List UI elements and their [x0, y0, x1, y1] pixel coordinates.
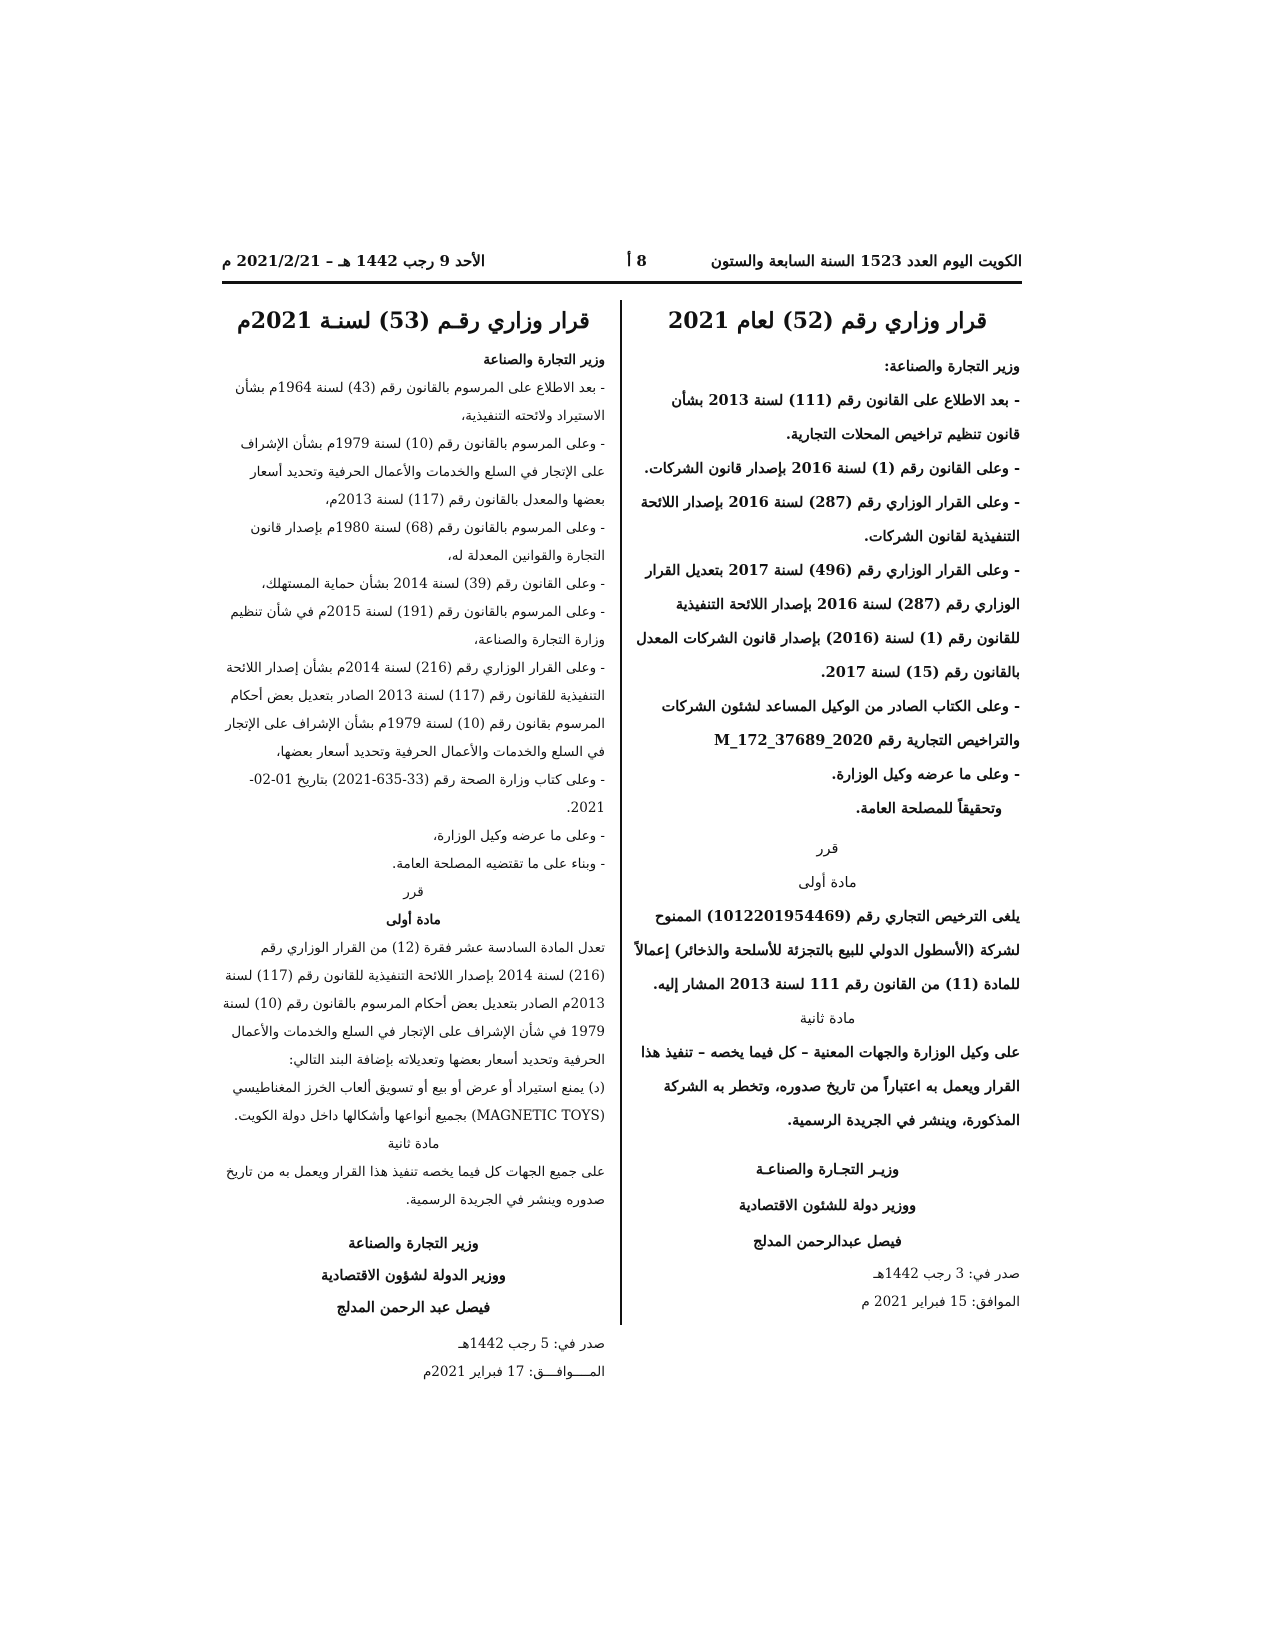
- column-divider: [620, 300, 622, 1325]
- signature-title: ووزير دولة للشئون الاقتصادية: [738, 1197, 917, 1214]
- recital: - وعلى الكتاب الصادر من الوكيل المساعد لشئون الشركات والتراخيص التجارية رقم M_172_37689_2020: [661, 698, 1020, 749]
- recital: - وعلى القانون رقم (39) لسنة 2014 بشأن حماية المستهلك،: [261, 576, 605, 592]
- article-1-text: يلغى الترخيص التجاري رقم (1012201954469) الممنوح لشركة (الأسطول الدولي للبيع بالتجزئة للأسلحة والذخائر) إعمالاً للمادة (11) من القانون رقم 111 لسنة 2013 المشار إليه.: [635, 908, 1020, 993]
- signature-title: وزير التجارة والصناعة: [348, 1235, 479, 1252]
- header-date: الأحد 9 رجب 1442 هـ – 2021/2/21 م: [222, 252, 486, 270]
- article-2-text: على وكيل الوزارة والجهات المعنية – كل فيما يخصه – تنفيذ هذا القرار ويعمل به اعتباراً من تاريخ صدوره، وتخطر به الشركة المذكورة، وينشر في الجريدة الرسمية.: [640, 1044, 1020, 1129]
- decision-52-dates: [635, 1260, 1020, 1316]
- decision-53-issuer: وزير التجارة والصناعة: [483, 352, 605, 368]
- article-2-text: على جميع الجهات كل فيما يخصه تنفيذ هذا القرار ويعمل به من تاريخ صدوره وينشر في الجريدة الرسمية.: [225, 1164, 605, 1208]
- article-2-title: مادة ثانية: [387, 1136, 440, 1152]
- recital: - وعلى المرسوم بالقانون رقم (10) لسنة 1979م بشأن الإشراف على الإتجار في السلع والخدمات والأعمال الحرفية وتحديد أسعار بعضها والمعدل بالقانون رقم (117) لسنة 2013م،: [240, 436, 605, 508]
- decision-52-issuer: وزير التجارة والصناعة:: [884, 358, 1020, 375]
- issued-date: صدر في: 3 رجب 1442هـ: [873, 1266, 1020, 1282]
- article-1-title: مادة أولى: [798, 875, 857, 891]
- article-1-title: مادة أولى: [386, 912, 441, 928]
- signatory-name: فيصل عبد الرحمن المدلج: [336, 1299, 491, 1316]
- decision-53: [222, 302, 605, 1386]
- decided-heading: قرر: [403, 884, 424, 900]
- recital: - وعلى القانون رقم (1) لسنة 2016 بإصدار قانون الشركات.: [644, 460, 1020, 477]
- decision-52-title: قرار وزاري رقم (52) لعام 2021: [668, 308, 987, 334]
- page-header: [222, 252, 1022, 280]
- page-number: 8 أ: [627, 252, 647, 270]
- signature-title: وزيـر التجـارة والصناعـة: [755, 1161, 900, 1178]
- recital: - وعلى ما عرضه وكيل الوزارة،: [432, 828, 605, 844]
- gazette-issue: الكويت اليوم العدد 1523 السنة السابعة والستون: [710, 252, 1022, 270]
- recital: - وعلى القرار الوزاري رقم (216) لسنة 2014م بشأن إصدار اللائحة التنفيذية للقانون رقم (117) لسنة 2013 الصادر بتعديل بعض أحكام المرسوم بقانون رقم (10) لسنة 1979م بشأن الإشراف على الإتجار في السلع والخدمات والأعمال الحرفية وتحديد أسعار بعضها،: [225, 660, 605, 760]
- issued-date: صدر في: 5 رجب 1442هـ: [458, 1336, 605, 1352]
- recital: - وعلى المرسوم بالقانون رقم (68) لسنة 1980م بإصدار قانون التجارة والقوانين المعدلة له،: [250, 520, 605, 564]
- corresponding-date: المــــوافـــق: 17 فبراير 2021م: [422, 1364, 605, 1380]
- recital: - بعد الاطلاع على القانون رقم (111) لسنة 2013 بشأن قانون تنظيم تراخيص المحلات التجارية.: [671, 392, 1020, 443]
- recital: وتحقيقاً للمصلحة العامة.: [855, 800, 1002, 817]
- recital: - وعلى القرار الوزاري رقم (287) لسنة 2016 بإصدار اللائحة التنفيذية لقانون الشركات.: [640, 494, 1020, 545]
- corresponding-date: الموافق: 15 فبراير 2021 م: [861, 1294, 1020, 1310]
- decided-heading: قرر: [816, 841, 839, 857]
- decision-52: [635, 302, 1020, 1316]
- recital: - وعلى القرار الوزاري رقم (496) لسنة 2017 بتعديل القرار الوزاري رقم (287) لسنة 2016 بإصدار اللائحة التنفيذية للقانون رقم (1) لسنة (2016) بإصدار قانون الشركات المعدل بالقانون رقم (15) لسنة 2017.: [636, 562, 1020, 681]
- recital: - بعد الاطلاع على المرسوم بالقانون رقم (43) لسنة 1964م بشأن الاستيراد ولائحته التنفيذية،: [235, 380, 605, 424]
- recital: - وعلى ما عرضه وكيل الوزارة.: [831, 766, 1020, 783]
- signature-title: ووزير الدولة لشؤون الاقتصادية: [321, 1267, 506, 1284]
- article-1-item: (د) يمنع استيراد أو عرض أو بيع أو تسويق ألعاب الخرز المغناطيسي (MAGNETIC TOYS) بجميع أنواعها وأشكالها داخل دولة الكويت.: [232, 1080, 605, 1124]
- header-rule: [222, 281, 1022, 284]
- recital: - وعلى المرسوم بالقانون رقم (191) لسنة 2015م في شأن تنظيم وزارة التجارة والصناعة،: [230, 604, 605, 648]
- article-1-text: تعدل المادة السادسة عشر فقرة (12) من القرار الوزاري رقم (216) لسنة 2014 بإصدار اللائحة التنفيذية للقانون رقم (117) لسنة 2013م الصادر بتعديل بعض أحكام المرسوم بالقانون رقم (10) لسنة 1979 في شأن الإشراف على الإتجار في السلع والخدمات والأعمال الحرفية وتحديد أسعار بعضها وتعديلاته بإضافة البند التالي:: [222, 940, 605, 1068]
- recital: - وعلى كتاب وزارة الصحة رقم (33-635-2021) بتاريخ 01-02-2021.: [249, 772, 605, 816]
- signatory-name: فيصل عبدالرحمن المدلج: [753, 1233, 902, 1250]
- article-2-title: مادة ثانية: [799, 1011, 856, 1027]
- decision-53-dates: [222, 1330, 605, 1386]
- decision-53-title: قرار وزاري رقـم (53) لسنـة 2021م: [237, 308, 590, 334]
- recital: - وبناء على ما تقتضيه المصلحة العامة.: [392, 856, 605, 872]
